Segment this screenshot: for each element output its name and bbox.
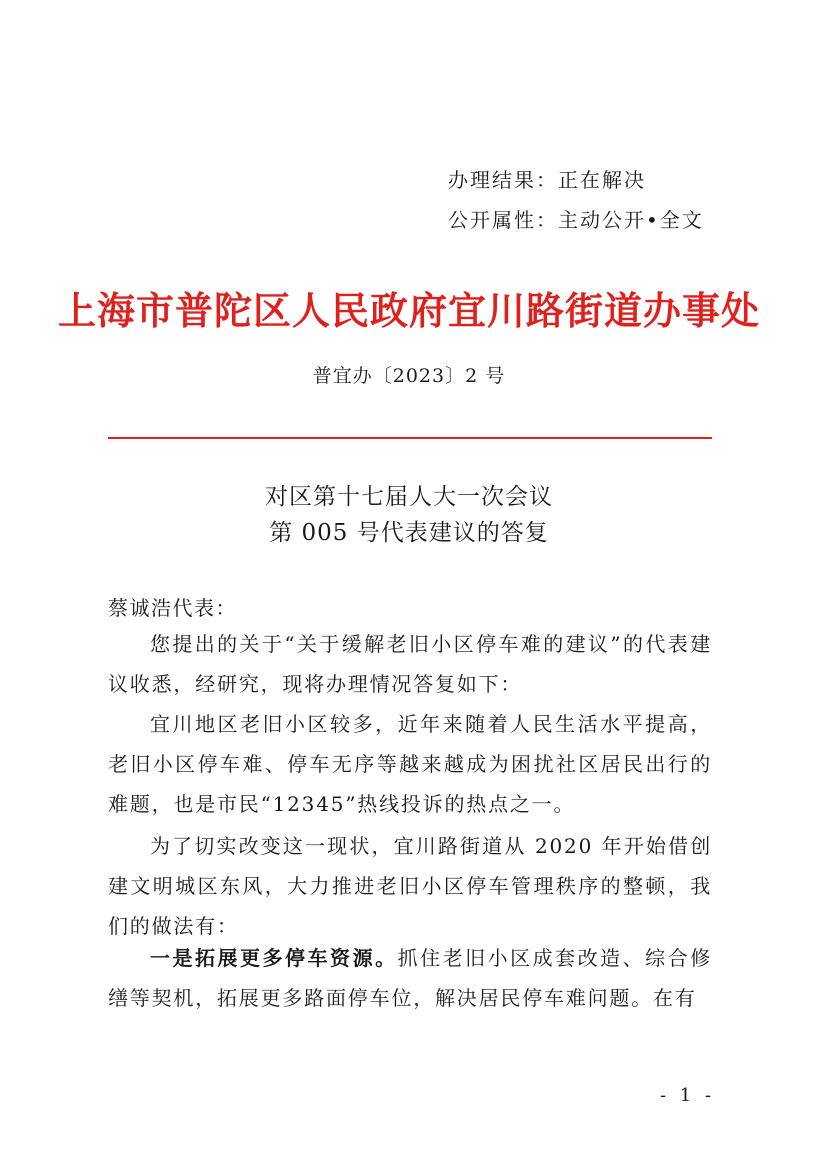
document-title-line-2: 第 005 号代表建议的答复 [269, 520, 549, 546]
issuer-title: 上海市普陀区人民政府宜川路街道办事处 [57, 288, 760, 333]
paragraph-4-lead: 一是拓展更多停车资源。 [150, 946, 398, 970]
document-title-line-1: 对区第十七届人大一次会议 [265, 484, 553, 510]
document-number: 普宜办〔2023〕2 号 [312, 365, 506, 387]
page-number: - 1 - [660, 1085, 716, 1106]
paragraph-4 [108, 938, 712, 1018]
meta-public-attribute: 公开属性：主动公开•全文 [448, 208, 704, 232]
red-divider [108, 437, 712, 439]
paragraph-1: 您提出的关于“关于缓解老旧小区停车难的建议”的代表建议收悉，经研究，现将办理情况答复如下： [108, 632, 712, 696]
salutation: 蔡诚浩代表： [108, 596, 237, 620]
paragraph-2: 宜川地区老旧小区较多，近年来随着人民生活水平提高，老旧小区停车难、停车无序等越来越成为困扰社区居民出行的难题，也是市民“12345”热线投诉的热点之一。 [108, 712, 712, 816]
paragraph-4-text: 抓住老旧小区成套改造、综合修缮等契机，拓展更多路面停车位，解决居民停车难问题。在有 [108, 946, 712, 1010]
meta-result: 办理结果：正在解决 [448, 168, 646, 192]
paragraph-3: 为了切实改变这一现状，宜川路街道从 2020 年开始借创建文明城区东风，大力推进老旧小区停车管理秩序的整顿，我们的做法有： [108, 834, 712, 938]
